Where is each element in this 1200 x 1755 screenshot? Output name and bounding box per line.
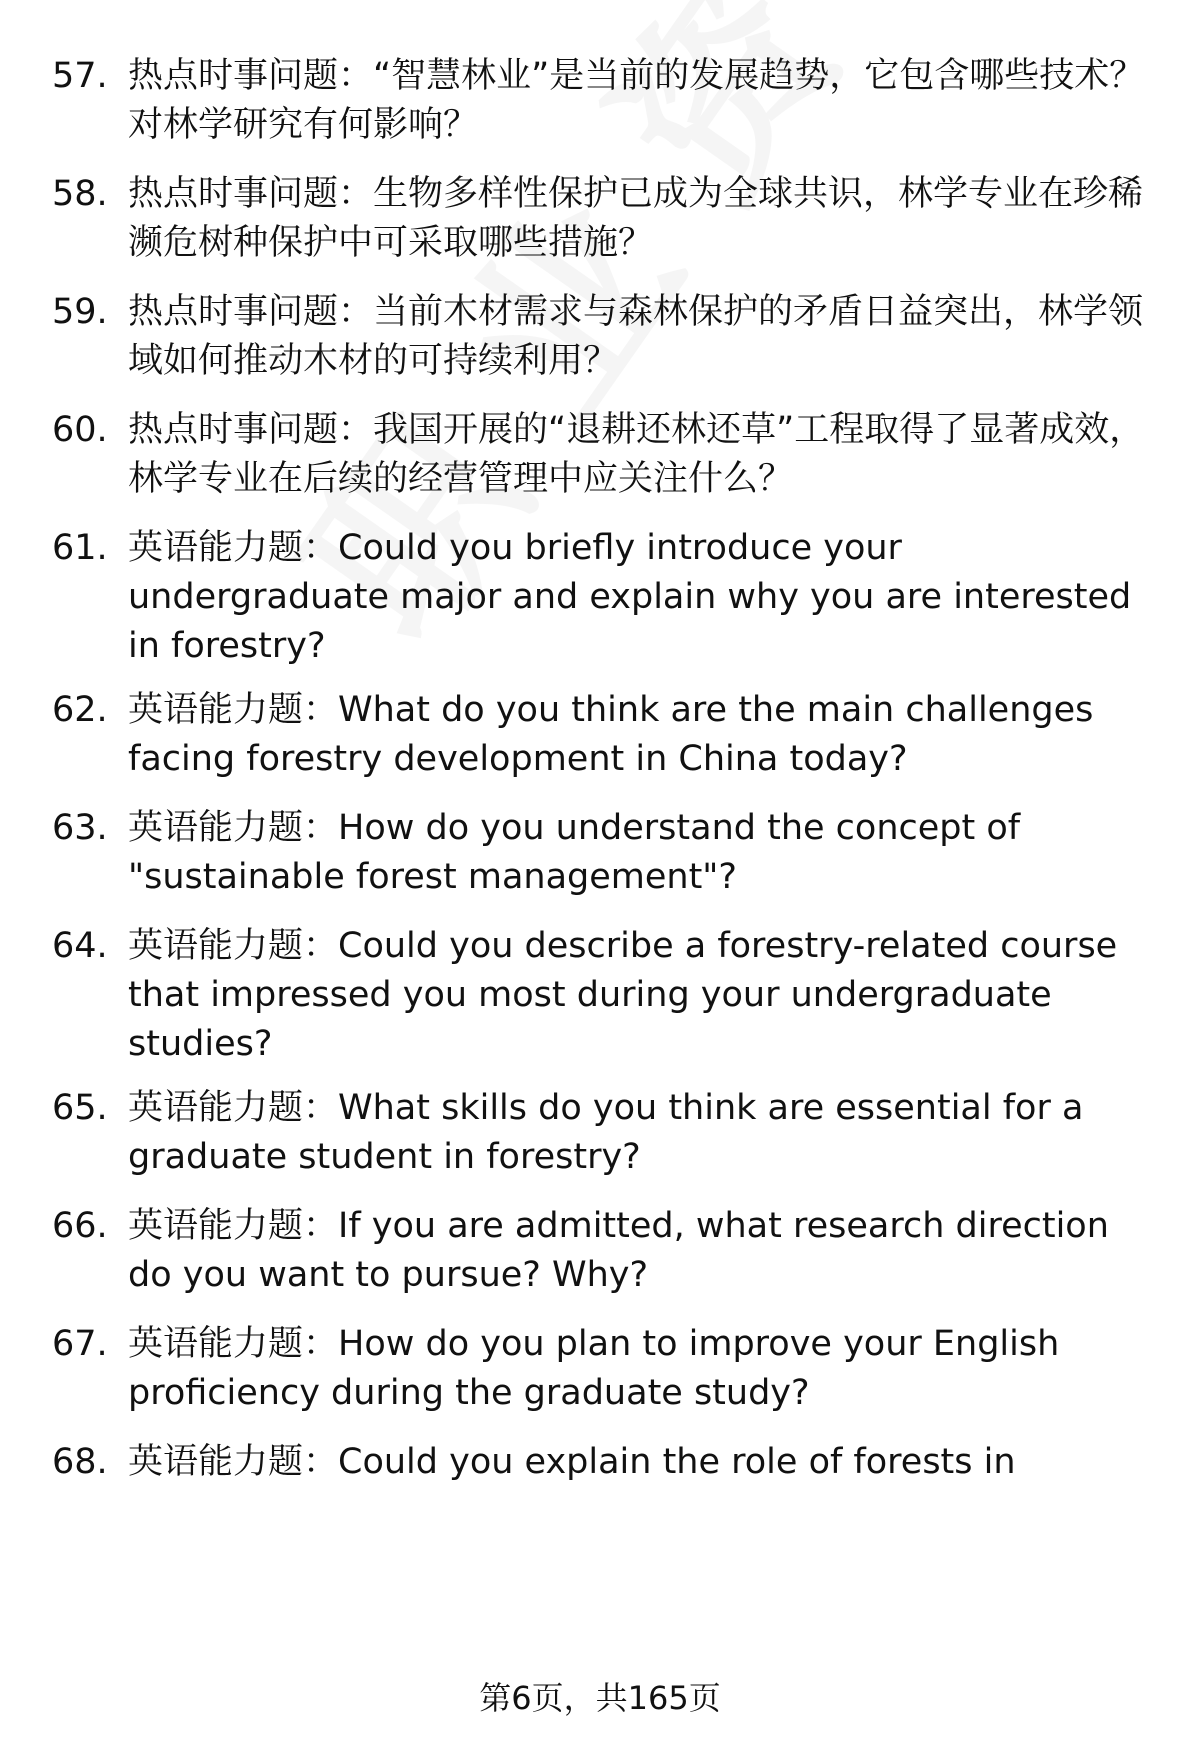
question-number: 57. <box>52 56 108 96</box>
question-number: 66. <box>52 1206 108 1246</box>
question-text: 英语能力题：Could you briefly introduce your undergraduate major and explain why you are interested in forestry? <box>128 528 1132 666</box>
question-text: 英语能力题：If you are admitted, what research direction do you want to pursue? Why? <box>128 1206 1109 1295</box>
question-number: 62. <box>52 690 108 730</box>
question-number: 67. <box>52 1324 108 1364</box>
question-number: 59. <box>52 292 108 332</box>
question-number: 68. <box>52 1442 108 1482</box>
question-text: 英语能力题：What do you think are the main challenges facing forestry development in China today? <box>128 690 1094 779</box>
question-text: 英语能力题：Could you explain the role of forests in <box>128 1442 1016 1482</box>
question-text: 英语能力题：How do you plan to improve your English proficiency during the graduate study? <box>128 1324 1060 1413</box>
question-text: 热点时事问题：我国开展的“退耕还林还草”工程取得了显著成效，林学专业在后续的经营管理中应关注什么？ <box>128 410 1145 499</box>
question-number: 60. <box>52 410 108 450</box>
question-text: 热点时事问题：“智慧林业”是当前的发展趋势，它包含哪些技术？对林学研究有何影响？ <box>128 56 1145 145</box>
question-text: 热点时事问题：当前木材需求与森林保护的矛盾日益突出，林学领域如何推动木材的可持续利用？ <box>128 292 1144 381</box>
question-text: 英语能力题：What skills do you think are essential for a graduate student in forestry? <box>128 1088 1084 1177</box>
question-number: 63. <box>52 808 108 848</box>
question-number: 65. <box>52 1088 108 1128</box>
question-text: 英语能力题：How do you understand the concept of "sustainable forest management"? <box>128 808 1021 897</box>
question-text: 英语能力题：Could you describe a forestry-related course that impressed you most during your undergraduate studies? <box>128 926 1118 1064</box>
page-footer: 第6页，共165页 <box>479 1679 721 1717</box>
question-text: 热点时事问题：生物多样性保护已成为全球共识，林学专业在珍稀濒危树种保护中可采取哪些措施？ <box>128 174 1144 263</box>
question-number: 58. <box>52 174 108 214</box>
question-number: 61. <box>52 528 108 568</box>
question-number: 64. <box>52 926 108 966</box>
